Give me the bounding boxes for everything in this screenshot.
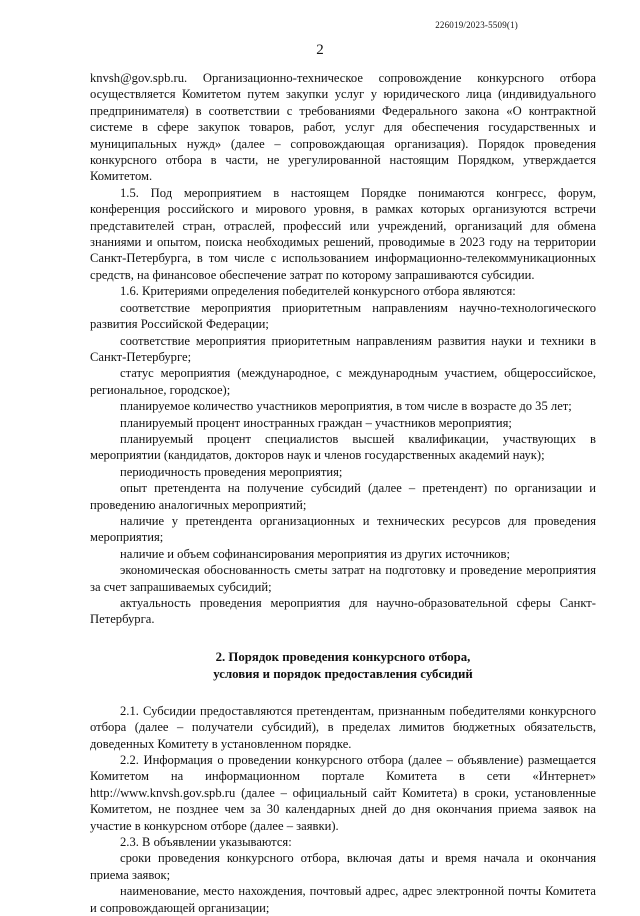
paragraph-2-3: 2.3. В объявлении указываются:	[120, 835, 292, 850]
document-body	[90, 70, 596, 916]
criteria-item: опыт претендента на получение субсидий (далее – претендент) по организации и проведению аналогичных мероприятий;	[90, 481, 596, 512]
criteria-item: соответствие мероприятия приоритетным направлениям научно-технологического развития Российской Федерации;	[90, 300, 596, 332]
paragraph-2-2: 2.2. Информация о проведении конкурсного отбора (далее – объявление) размещается Комитетом на информационном портале Комитета в сети «Интернет» http://www.knvsh.gov.spb.ru (далее – официальный сайт Комитета) в сроки, установленные Комитетом, не позднее чем за 30 календарных дней до дня окончания приема заявок на участие в конкурсном отборе (далее – заявки).	[90, 753, 596, 833]
document-id: 226019/2023-5509(1)	[435, 20, 518, 30]
announcement-item: наименование, место нахождения, почтовый адрес, адрес электронной почты Комитета и сопровождающей организации;	[90, 884, 596, 915]
section-heading-line: 2. Порядок проведения конкурсного отбора,	[215, 649, 471, 664]
criteria-item: экономическая обоснованность сметы затрат на подготовку и проведение мероприятия за счет запрашиваемых субсидий;	[90, 563, 596, 594]
criteria-item: наличие и объем софинансирования мероприятия из других источников;	[120, 546, 510, 561]
criteria-item: планируемый процент специалистов высшей квалификации, участвующих в мероприятии (кандидатов, докторов наук и членов государственных академий наук);	[90, 431, 596, 463]
paragraph-1-6: 1.6. Критериями определения победителей конкурсного отбора являются:	[120, 284, 516, 299]
criteria-item: наличие у претендента организационных и технических ресурсов для проведения мероприятия;	[90, 513, 596, 545]
criteria-item: актуальность проведения мероприятия для научно-образовательной сферы Санкт-Петербурга.	[90, 596, 596, 627]
paragraph-2-1: 2.1. Субсидии предоставляются претендентам, признанным победителями конкурсного отбора (далее – получатели субсидий), в пределах лимитов бюджетных обязательств, доведенных Комитету в установленном порядке.	[90, 703, 596, 751]
announcement-item: сроки проведения конкурсного отбора, включая даты и время начала и окончания приема заявок;	[90, 851, 596, 882]
criteria-item: планируемое количество участников мероприятия, в том числе в возрасте до 35 лет;	[120, 399, 572, 414]
section-heading	[90, 649, 596, 683]
paragraph-1-5: 1.5. Под мероприятием в настоящем Порядке понимаются конгресс, форум, конференция российского и мирового уровня, в рамках которых организуются встречи представителей стран, отраслей, профессий или учреждений, организаций для обмена знаниями и опытом, поиска необходимых решений, проводимые в 2023 году на территории Санкт-Петербурга, в том числе с использованием информационно-телекоммуникационных средств, на финансовое обеспечение затрат по которому запрашиваются субсидии.	[90, 185, 596, 282]
criteria-item: планируемый процент иностранных граждан – участников мероприятия;	[120, 415, 512, 430]
criteria-item: статус мероприятия (международное, с международным участием, общероссийское, региональное, городское);	[90, 366, 596, 397]
page-number: 2	[316, 42, 324, 58]
paragraph-contact: knvsh@gov.spb.ru. Организационно-техническое сопровождение конкурсного отбора осуществляется Комитетом путем закупки услуг у юридического лица (индивидуального предпринимателя) в соответствии с требованиями Федерального закона «О контрактной системе в сфере закупок товаров, работ, услуг для обеспечения государственных и муниципальных нужд» (далее – сопровождающая организация). Порядок проведения конкурсного отбора в части, не урегулированной настоящим Порядком, утверждается Комитетом.	[90, 71, 596, 184]
section-heading-line: условия и порядок предоставления субсидий	[213, 666, 473, 681]
criteria-item: периодичность проведения мероприятия;	[120, 464, 343, 479]
criteria-item: соответствие мероприятия приоритетным направлениям развития науки и техники в Санкт-Петербурге;	[90, 333, 596, 364]
